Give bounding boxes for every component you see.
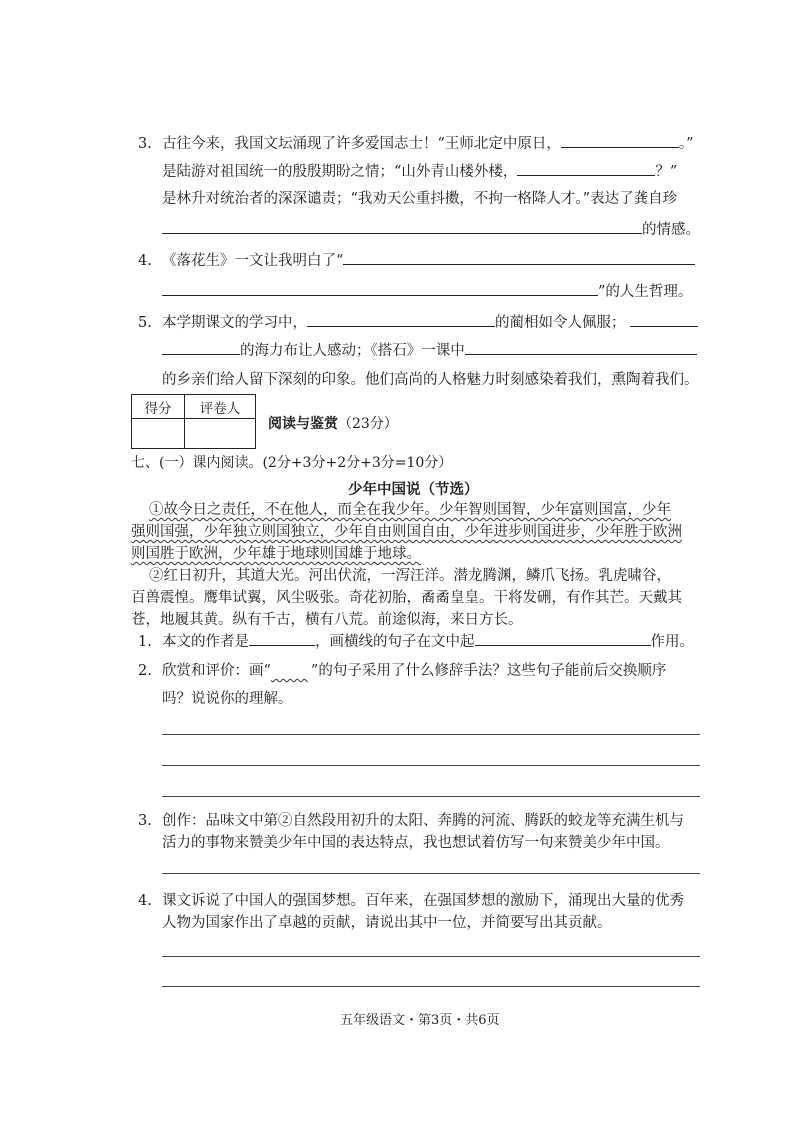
- q5-line-3: 的乡亲们给人留下深刻的印象。他们高尚的人格魅力时刻感染着我们，熏陶着我们。: [162, 372, 699, 388]
- r2-answer-line-2[interactable]: [162, 765, 700, 766]
- q5-line-1: 5. 本学期课文的学习中， 的蔺相如令人佩服；: [138, 312, 698, 333]
- r4-answer-line-1[interactable]: [162, 956, 700, 957]
- q3-blank-3[interactable]: [162, 219, 642, 234]
- r3-line-2: 活力的事物来赞美少年中国的表达特点，我也想试着仿写一句来赞美少年中国。: [162, 835, 670, 851]
- q3-line-3: 是林升对统治者的深深谴责；“我劝天公重抖擞，不拘一格降人才。”表达了龚自珍: [162, 191, 678, 207]
- r4-line-1: 4. 课文诉说了中国人的强国梦想。百年来，在强国梦想的激励下，涌现出大量的优秀: [138, 893, 684, 909]
- r2-number: 2.: [138, 663, 152, 679]
- r1-blank-author[interactable]: [249, 631, 315, 646]
- q5-number: 5.: [138, 315, 152, 331]
- r3-line-1: 3. 创作：品味文中第②自然段用初升的太阳、奔腾的河流、腾跃的蛟龙等充满生机与: [138, 813, 684, 829]
- passage-p2-line-3: 苍，地履其黄。纵有千古，横有八荒。前途似海，来日方长。: [131, 612, 523, 628]
- passage-p1-line-3: 则国胜于欧洲，少年雄于地球则国雄于地球。: [131, 546, 421, 562]
- r4-line-2: 人物为国家作出了卓越的贡献，请说出其中一位，并简要写出其贡献。: [162, 915, 612, 931]
- passage-p1-line-2: 强则国强，少年独立则国独立，少年自由则国自由，少年进步则国进步，少年胜于欧洲: [131, 524, 682, 540]
- q5-blank-4[interactable]: [465, 340, 697, 355]
- r1-line: 1. 本文的作者是 ，画横线的句子在文中起 作用。: [138, 631, 694, 652]
- score-table: [131, 394, 256, 449]
- score-label: 得分: [132, 395, 185, 419]
- q3-line-4: 的情感。: [162, 219, 700, 240]
- q4-number: 4.: [138, 253, 152, 269]
- r2-line-1: 2. 欣赏和评价：画“ ”的句子采用了什么修辞手法？这些句子能前后交换顺序: [138, 663, 667, 679]
- r4-number: 4.: [138, 893, 152, 909]
- grader-label: 评卷人: [185, 395, 256, 419]
- q5-blank-1[interactable]: [307, 312, 495, 327]
- q3-number: 3.: [138, 136, 152, 152]
- passage-p2-line-1: ②红日初升，其道大光。河出伏流，一泻汪洋。潜龙腾渊，鳞爪飞扬。乳虎啸谷，: [149, 568, 671, 584]
- q4-blank-2[interactable]: [162, 281, 598, 296]
- wavy-line-sample: [271, 661, 311, 681]
- r1-number: 1.: [138, 634, 152, 650]
- q3-blank-1[interactable]: [561, 133, 679, 148]
- r3-answer-line[interactable]: [162, 873, 700, 874]
- r2-answer-line-3[interactable]: [162, 796, 700, 797]
- r1-blank-function[interactable]: [475, 631, 651, 646]
- q3-blank-2[interactable]: [517, 161, 655, 176]
- q5-blank-2[interactable]: [630, 312, 698, 327]
- section-subheading: 七、(一）课内阅读。(2分+3分+2分+3分=10分）: [131, 455, 453, 471]
- section-heading: 阅读与鉴赏（23分）: [268, 416, 398, 432]
- passage-p2-line-2: 百兽震惶。鹰隼试翼，风尘吸张。奇花初胎，矞矞皇皇。干将发硎，有作其芒。天戴其: [131, 590, 682, 606]
- r3-number: 3.: [138, 813, 152, 829]
- q5-line-2: 的海力布让人感动；《搭石》一课中: [162, 340, 697, 361]
- passage-title: 少年中国说（节选）: [348, 482, 479, 498]
- q5-blank-3[interactable]: [162, 340, 240, 355]
- passage-p1-line-1: ①故今日之责任，不在他人，而全在我少年。少年智则国智，少年富则国富，少年: [149, 502, 671, 518]
- q4-line-2: ”的人生哲理。: [162, 281, 692, 302]
- r4-answer-line-2[interactable]: [162, 986, 700, 987]
- page-footer: 五年级语文・第3页・共6页: [340, 1013, 500, 1028]
- r2-answer-line-1[interactable]: [162, 734, 700, 735]
- q4-line-1: 4. 《落花生》一文让我明白了“: [138, 250, 695, 271]
- score-cell[interactable]: [132, 419, 185, 449]
- q3-line-2: 是陆游对祖国统一的殷殷期盼之情；“山外青山楼外楼， ？”: [162, 161, 677, 182]
- r2-line-2: 吗？说说你的理解。: [162, 691, 293, 707]
- grader-cell[interactable]: [185, 419, 256, 449]
- q3-line-1: 3. 古往今来，我国文坛涌现了许多爱国志士！“王师北定中原日， 。”: [138, 133, 694, 154]
- q4-blank-1[interactable]: [343, 250, 695, 265]
